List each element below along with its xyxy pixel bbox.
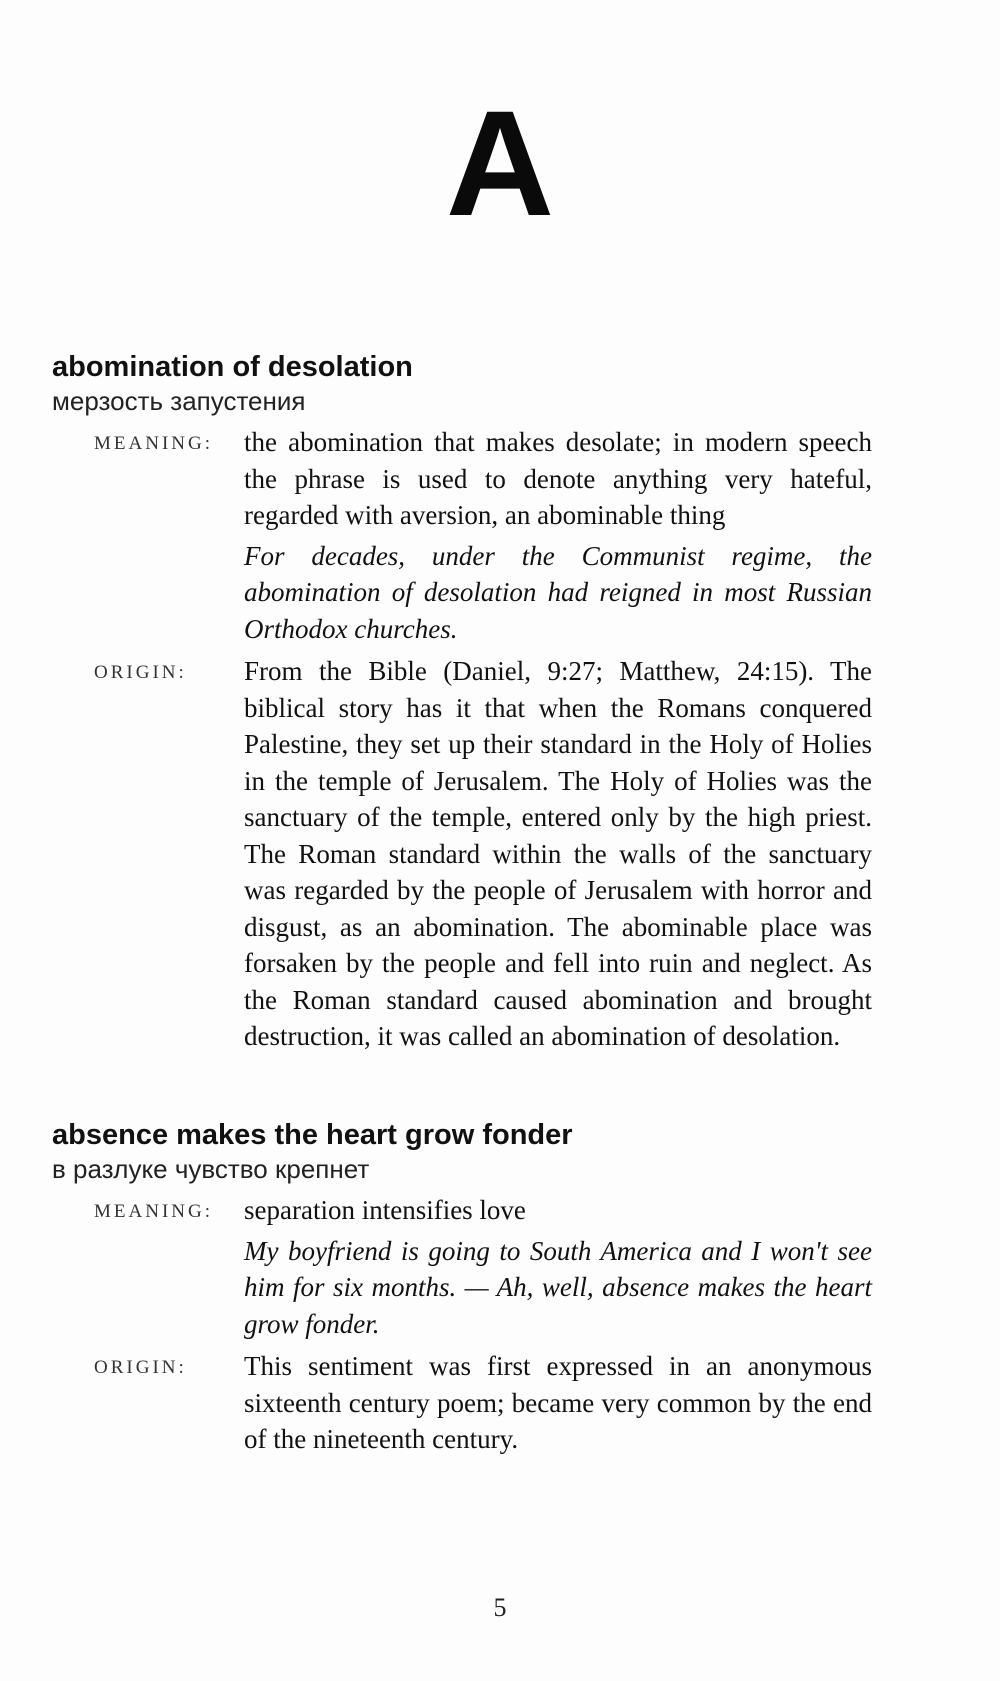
origin-text: This sentiment was first expressed in an anonymous sixteenth century poem; became very common by the end of the nineteenth century. [244, 1351, 872, 1454]
dictionary-entry [52, 350, 882, 1055]
dictionary-entry [52, 1118, 882, 1458]
entry-headword: abomination of desolation [52, 351, 413, 383]
meaning-label: MEANING: [94, 1201, 213, 1222]
entry-translation: мерзость запустения [52, 386, 306, 416]
section-letter: A [445, 79, 555, 247]
origin-row [52, 1348, 882, 1458]
entry-headword: absence makes the heart grow fonder [52, 1119, 573, 1151]
entry-translation: в разлуке чувство крепнет [52, 1154, 370, 1184]
page-number: 5 [493, 1593, 507, 1622]
meaning-text: the abomination that makes desolate; in modern speech the phrase is used to denote anything very hateful, regarded with aversion, an abominable thing [244, 427, 872, 530]
meaning-block [244, 1192, 872, 1342]
meaning-row [52, 1192, 882, 1342]
example-text: For decades, under the Communist regime, the abomination of desolation had reigned in most Russian Orthodox churches. [244, 540, 872, 644]
meaning-label: MEANING: [94, 433, 213, 454]
meaning-block [244, 424, 872, 647]
example-text: My boyfriend is going to South America and I won't see him for six months. — Ah, well, absence makes the heart grow fonder. [244, 1235, 872, 1339]
origin-label: ORIGIN: [94, 1357, 187, 1378]
meaning-text: separation intensifies love [244, 1195, 526, 1225]
meaning-row [52, 424, 882, 647]
origin-label: ORIGIN: [94, 662, 187, 683]
origin-text: From the Bible (Daniel, 9:27; Matthew, 24:15). The biblical story has it that when the Romans conquered Palestine, they set up their standard in the Holy of Holies in the temple of Jerusalem. The Holy of Holies was the sanctuary of the temple, entered only by the high priest. The Roman standard within the walls of the sanctuary was regarded by the people of Jerusalem with horror and disgust, as an abomination. The abominable place was forsaken by the people and fell into ruin and neglect. As the Roman standard caused abomination and brought destruction, it was called an abomination of desolation. [244, 656, 872, 1051]
origin-row [52, 653, 882, 1055]
